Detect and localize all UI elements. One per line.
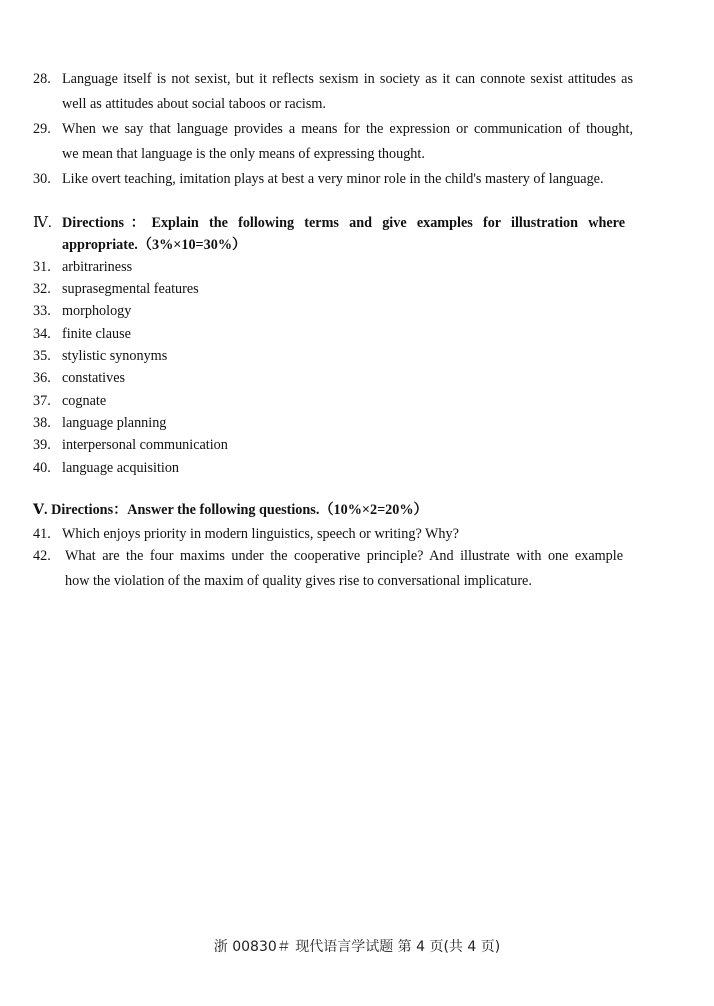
item-text: Like overt teaching, imitation plays at best a very minor role in the child's mastery of language. [62,171,604,187]
term-33: 33. morphology [33,303,132,319]
term-31: 31. arbitrariness [33,259,133,275]
statement-29 [33,117,633,167]
section-directions: Directions：Explain the following terms and give examples for illustration where appropriate.（3%×10=30%） [62,215,625,253]
term-39: 39. interpersonal communication [33,437,228,453]
statement-30 [33,167,633,192]
item-number: 29. [33,121,51,137]
section-numeral: Ⅳ. [33,215,52,231]
item-text: Language itself is not sexist, but it reflects sexism in society as it can connote sexist attitudes as well as attitudes about social taboos or racism. [62,71,633,112]
item-number: 30. [33,171,51,187]
section-4-heading [33,212,625,256]
question-41: 41. Which enjoys priority in modern linguistics, speech or writing? Why? [33,526,459,542]
statement-28 [33,67,633,117]
term-35: 35. stylistic synonyms [33,348,168,364]
term-36: 36. constatives [33,370,126,386]
term-34: 34. finite clause [33,326,131,342]
item-text: When we say that language provides a means for the expression or communication of thought, we mean that language is the only means of expressing thought. [62,121,633,162]
page-footer: 浙 00830＃ 现代语言学试题 第 4 页(共 4 页) [213,939,501,955]
item-number: 28. [33,71,51,87]
term-38: 38. language planning [33,415,167,431]
term-37: 37. cognate [33,393,107,409]
question-42: 42. What are the four maxims under the cooperative principle? And illustrate with one example how the violation of the maxim of quality gives rise to conversational implicature. [33,548,623,589]
section-5-heading: Ⅴ. Directions：Answer the following questions.（10%×2=20%） [33,502,428,518]
term-40: 40. language acquisition [33,460,180,476]
term-32: 32. suprasegmental features [33,281,199,297]
